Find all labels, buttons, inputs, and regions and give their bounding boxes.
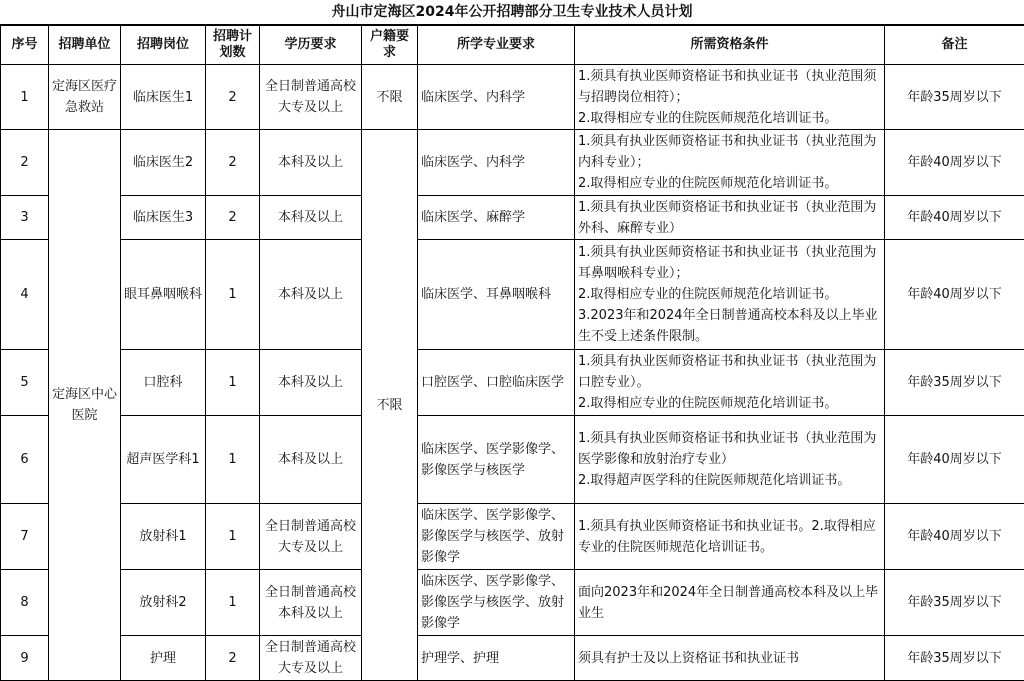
table-row — [1, 416, 1024, 504]
cell-remark: 年龄40周岁以下 — [885, 196, 1024, 240]
cell-plan: 1 — [206, 240, 260, 350]
cell-plan: 1 — [206, 504, 260, 570]
cell-plan: 2 — [206, 130, 260, 196]
cell-unit: 定海区医疗急救站 — [49, 65, 121, 130]
cell-seq: 3 — [1, 196, 49, 240]
cell-plan: 1 — [206, 350, 260, 416]
cell-major: 临床医学、医学影像学、影像医学与核医学 — [418, 416, 575, 504]
header-position: 招聘岗位 — [121, 26, 206, 65]
cell-plan: 2 — [206, 65, 260, 130]
cell-major: 临床医学、医学影像学、影像医学与核医学、放射影像学 — [418, 570, 575, 636]
cell-plan: 1 — [206, 570, 260, 636]
cell-education: 本科及以上 — [260, 196, 362, 240]
header-hukou: 户籍要求 — [362, 26, 418, 65]
cell-education: 本科及以上 — [260, 240, 362, 350]
cell-plan: 2 — [206, 636, 260, 681]
header-plan-line2: 划数 — [219, 45, 245, 60]
table-row — [1, 65, 1024, 130]
cell-position: 放射科1 — [121, 504, 206, 570]
cell-seq: 6 — [1, 416, 49, 504]
cell-hukou: 不限 — [362, 65, 418, 130]
header-education: 学历要求 — [260, 26, 362, 65]
cell-major: 临床医学、麻醉学 — [418, 196, 575, 240]
header-plan — [206, 26, 260, 65]
cell-major: 临床医学、医学影像学、影像医学与核医学、放射影像学 — [418, 504, 575, 570]
header-remark: 备注 — [885, 26, 1024, 65]
cell-education: 本科及以上 — [260, 130, 362, 196]
header-unit: 招聘单位 — [49, 26, 121, 65]
cell-seq: 4 — [1, 240, 49, 350]
cell-education: 全日制普通高校本科及以上 — [260, 570, 362, 636]
header-row — [1, 26, 1024, 65]
cell-education: 全日制普通高校大专及以上 — [260, 504, 362, 570]
cell-position: 放射科2 — [121, 570, 206, 636]
cell-position: 临床医生3 — [121, 196, 206, 240]
table-row — [1, 350, 1024, 416]
cell-plan: 1 — [206, 416, 260, 504]
cell-remark: 年龄40周岁以下 — [885, 130, 1024, 196]
cell-major: 口腔医学、口腔临床医学 — [418, 350, 575, 416]
cell-major: 护理学、护理 — [418, 636, 575, 681]
table-row — [1, 570, 1024, 636]
cell-qualification: 1.须具有执业医师资格证书和执业证书（执业范围为医学影像和放射治疗专业） 2.取得超声医学科的住院医师规范化培训证书。 — [575, 416, 885, 504]
cell-seq: 9 — [1, 636, 49, 681]
cell-seq: 2 — [1, 130, 49, 196]
cell-position: 护理 — [121, 636, 206, 681]
header-seq: 序号 — [1, 26, 49, 65]
cell-hukou: 不限 — [362, 130, 418, 681]
cell-remark: 年龄40周岁以下 — [885, 240, 1024, 350]
cell-remark: 年龄40周岁以下 — [885, 416, 1024, 504]
recruitment-table — [0, 25, 1024, 681]
table-row — [1, 196, 1024, 240]
table-row — [1, 504, 1024, 570]
table-row — [1, 130, 1024, 196]
cell-education: 全日制普通高校大专及以上 — [260, 65, 362, 130]
table-row — [1, 240, 1024, 350]
cell-major: 临床医学、内科学 — [418, 65, 575, 130]
cell-position: 临床医生2 — [121, 130, 206, 196]
cell-qualification: 1.须具有执业医师资格证书和执业证书（执业范围须与招聘岗位相符）； 2.取得相应专业的住院医师规范化培训证书。 — [575, 65, 885, 130]
cell-plan: 2 — [206, 196, 260, 240]
page-title: 舟山市定海区2024年公开招聘部分卫生专业技术人员计划 — [0, 0, 1024, 25]
cell-qualification: 须具有护士及以上资格证书和执业证书 — [575, 636, 885, 681]
header-qualification: 所需资格条件 — [575, 26, 885, 65]
cell-remark: 年龄40周岁以下 — [885, 504, 1024, 570]
cell-qualification: 面向2023年和2024年全日制普通高校本科及以上毕业生 — [575, 570, 885, 636]
cell-qualification: 1.须具有执业医师资格证书和执业证书（执业范围为内科专业）； 2.取得相应专业的住院医师规范化培训证书。 — [575, 130, 885, 196]
cell-education: 全日制普通高校大专及以上 — [260, 636, 362, 681]
cell-position: 口腔科 — [121, 350, 206, 416]
cell-qualification: 1.须具有执业医师资格证书和执业证书。2.取得相应专业的住院医师规范化培训证书。 — [575, 504, 885, 570]
cell-seq: 8 — [1, 570, 49, 636]
cell-seq: 5 — [1, 350, 49, 416]
header-plan-line1: 招聘计 — [213, 29, 252, 44]
cell-remark: 年龄35周岁以下 — [885, 350, 1024, 416]
cell-remark: 年龄35周岁以下 — [885, 65, 1024, 130]
cell-qualification: 1.须具有执业医师资格证书和执业证书（执业范围为口腔专业）。 2.取得相应专业的住院医师规范化培训证书。 — [575, 350, 885, 416]
header-major: 所学专业要求 — [418, 26, 575, 65]
cell-remark: 年龄35周岁以下 — [885, 570, 1024, 636]
cell-education: 本科及以上 — [260, 350, 362, 416]
cell-major: 临床医学、内科学 — [418, 130, 575, 196]
cell-seq: 1 — [1, 65, 49, 130]
cell-major: 临床医学、耳鼻咽喉科 — [418, 240, 575, 350]
cell-position: 眼耳鼻咽喉科 — [121, 240, 206, 350]
cell-position: 临床医生1 — [121, 65, 206, 130]
cell-qualification: 1.须具有执业医师资格证书和执业证书（执业范围为外科、麻醉专业） — [575, 196, 885, 240]
cell-qualification: 1.须具有执业医师资格证书和执业证书（执业范围为耳鼻咽喉科专业）； 2.取得相应专业的住院医师规范化培训证书。 3.2023年和2024年全日制普通高校本科及以上毕业生不受上述条件限制。 — [575, 240, 885, 350]
cell-seq: 7 — [1, 504, 49, 570]
cell-unit: 定海区中心医院 — [49, 130, 121, 681]
cell-position: 超声医学科1 — [121, 416, 206, 504]
cell-education: 本科及以上 — [260, 416, 362, 504]
cell-remark: 年龄35周岁以下 — [885, 636, 1024, 681]
table-row — [1, 636, 1024, 681]
